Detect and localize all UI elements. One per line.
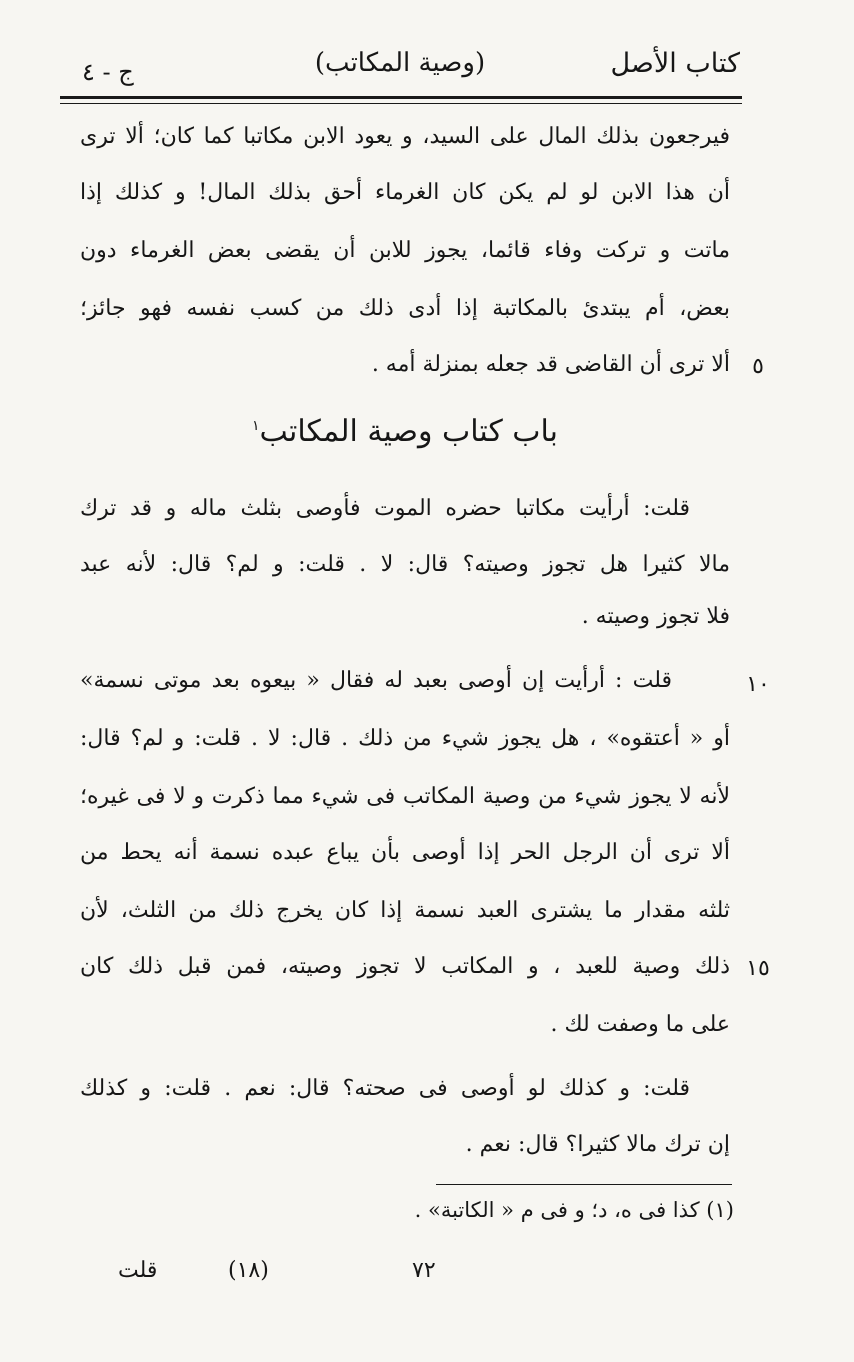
text-line: على ما وصفت لك . bbox=[550, 1012, 730, 1037]
footnote: (١) كذا فى ه، د؛ و فى م « الكاتبة» . bbox=[414, 1198, 734, 1222]
text-line: ألا ترى أن القاضى قد جعله بمنزلة أمه . bbox=[371, 352, 730, 377]
text-line: أو « أعتقوه» ، هل يجوز شيء من ذلك . قال: لا . قلت: و لم؟ قال: bbox=[80, 726, 730, 751]
chapter-heading-text: باب كتاب وصية المكاتب bbox=[259, 414, 559, 449]
text-line: قلت : أرأيت إن أوصى بعبد له فقال « بيعوه بعد موتى نسمة» bbox=[80, 668, 672, 693]
footnote-rule bbox=[436, 1184, 732, 1185]
text-line: بعض، أم يبتدئ بالمكاتبة إذا أدى ذلك من كسب نفسه فهو جائز؛ bbox=[80, 296, 730, 321]
line-number: ١٠ bbox=[746, 672, 770, 697]
text-line: لأنه لا يجوز شيء من وصية المكاتب فى شيء مما ذكرت و لا فى غيره؛ bbox=[80, 784, 730, 809]
text-line: ماتت و تركت وفاء قائما، يجوز للابن أن يقضى بعض الغرماء دون bbox=[80, 238, 730, 263]
chapter-title: (وصية المكاتب) bbox=[314, 48, 486, 78]
text-line: قلت: و كذلك لو أوصى فى صحته؟ قال: نعم . قلت: و كذلك bbox=[80, 1076, 690, 1101]
text-line: ذلك وصية للعبد ، و المكاتب لا تجوز وصيته، فمن قبل ذلك كان bbox=[80, 954, 730, 979]
line-number: ٥ bbox=[752, 354, 764, 379]
book-title: كتاب الأصل bbox=[610, 48, 740, 79]
page-header bbox=[60, 44, 740, 94]
line-number: ١٥ bbox=[746, 956, 770, 981]
volume-label: ج - ٤ bbox=[82, 58, 134, 86]
header-rule bbox=[60, 96, 742, 99]
signature-mark: (١٨) bbox=[228, 1258, 269, 1283]
page-number: ٧٢ bbox=[412, 1258, 436, 1283]
text-line: إن ترك مالا كثيرا؟ قال: نعم . bbox=[465, 1132, 730, 1157]
chapter-heading bbox=[80, 414, 730, 449]
text-line: ألا ترى أن الرجل الحر إذا أوصى بأن يباع عبده نسمة أنه يحط من bbox=[80, 840, 730, 865]
text-line: أن هذا الابن لو لم يكن كان الغرماء أحق بذلك المال! و كذلك إذا bbox=[80, 180, 730, 205]
header-rule-thin bbox=[60, 103, 742, 104]
text-line: قلت: أرأيت مكاتبا حضره الموت فأوصى بثلث ماله و قد ترك bbox=[80, 496, 690, 521]
text-line: فلا تجوز وصيته . bbox=[581, 604, 730, 629]
text-line: ثلثه مقدار ما يشترى العبد نسمة إذا كان يخرج ذلك من الثلث، لأن bbox=[80, 898, 730, 923]
text-line: فيرجعون بذلك المال على السيد، و يعود الابن مكاتبا كما كان؛ ألا ترى bbox=[80, 124, 730, 149]
heading-footnote-ref: ١ bbox=[251, 418, 260, 434]
catchword: قلت bbox=[118, 1258, 158, 1283]
text-line: مالا كثيرا هل تجوز وصيته؟ قال: لا . قلت: و لم؟ قال: لأنه عبد bbox=[80, 552, 730, 577]
